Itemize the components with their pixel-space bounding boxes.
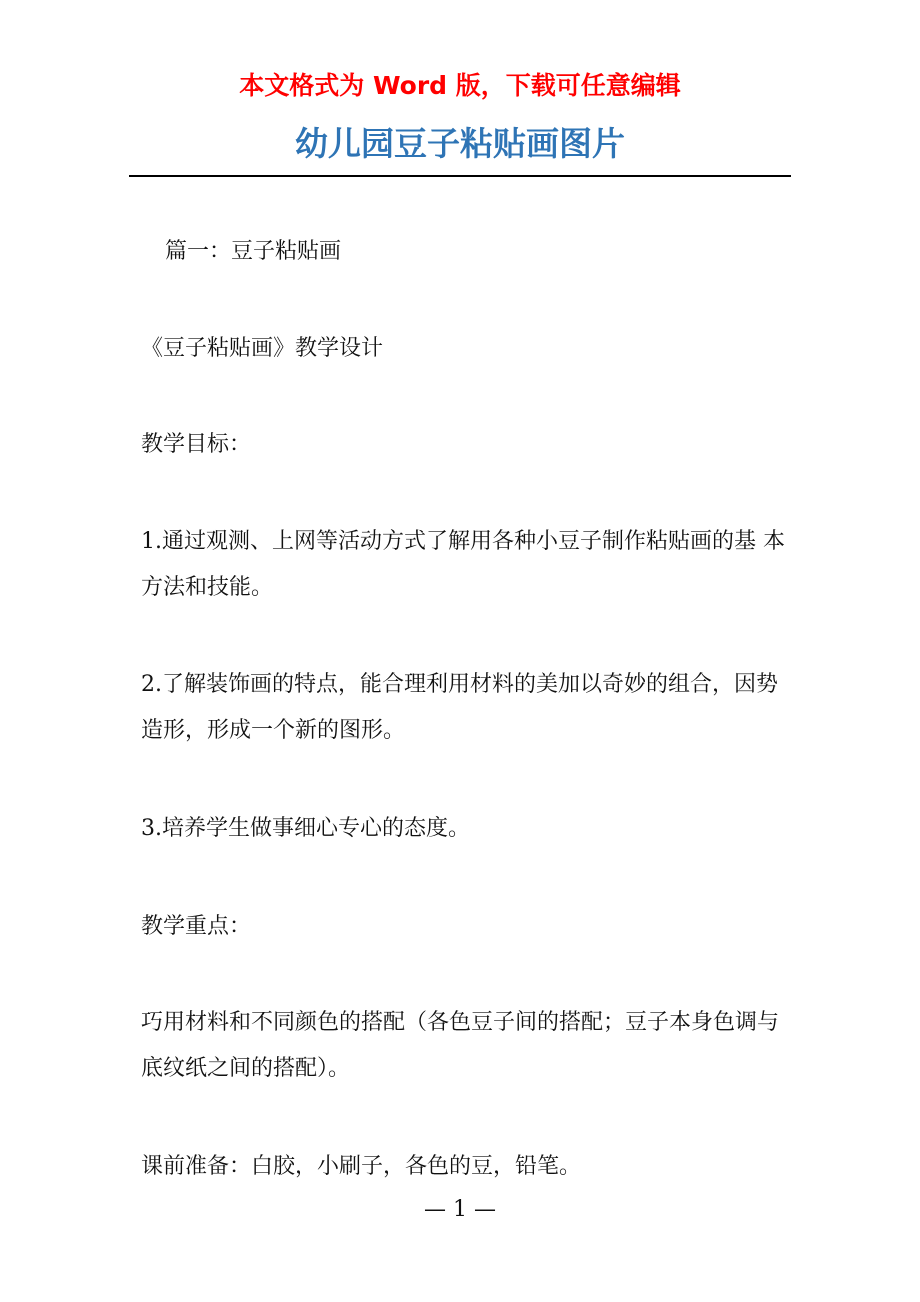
- goals-heading: 教学目标：: [141, 432, 252, 457]
- preparation-text: 课前准备：白胶，小刷子，各色的豆，铅笔。: [141, 1154, 582, 1179]
- key-points-heading: 教学重点：: [141, 914, 252, 939]
- goal-item-1: 1.通过观测、上网等活动方式了解用各种小豆子制作粘贴画的基 本方法和技能。: [141, 529, 785, 600]
- format-notice: 本文格式为 Word 版，下载可任意编辑: [239, 71, 681, 100]
- goal-item-2: 2.了解装饰画的特点，能合理利用材料的美加以奇妙的组合，因势造形，形成一个新的图形。: [141, 672, 778, 743]
- page-number: — 1 —: [424, 1197, 496, 1222]
- document-title: 幼儿园豆子粘贴画图片: [295, 124, 625, 163]
- section-heading: 篇一：豆子粘贴画: [165, 239, 342, 264]
- design-title: 《豆子粘贴画》教学设计: [141, 336, 384, 361]
- key-points-text: 巧用材料和不同颜色的搭配（各色豆子间的搭配；豆子本身色调与底纹纸之间的搭配）。: [141, 1010, 780, 1081]
- title-divider: [129, 175, 791, 177]
- goal-item-3: 3.培养学生做事细心专心的态度。: [141, 816, 470, 841]
